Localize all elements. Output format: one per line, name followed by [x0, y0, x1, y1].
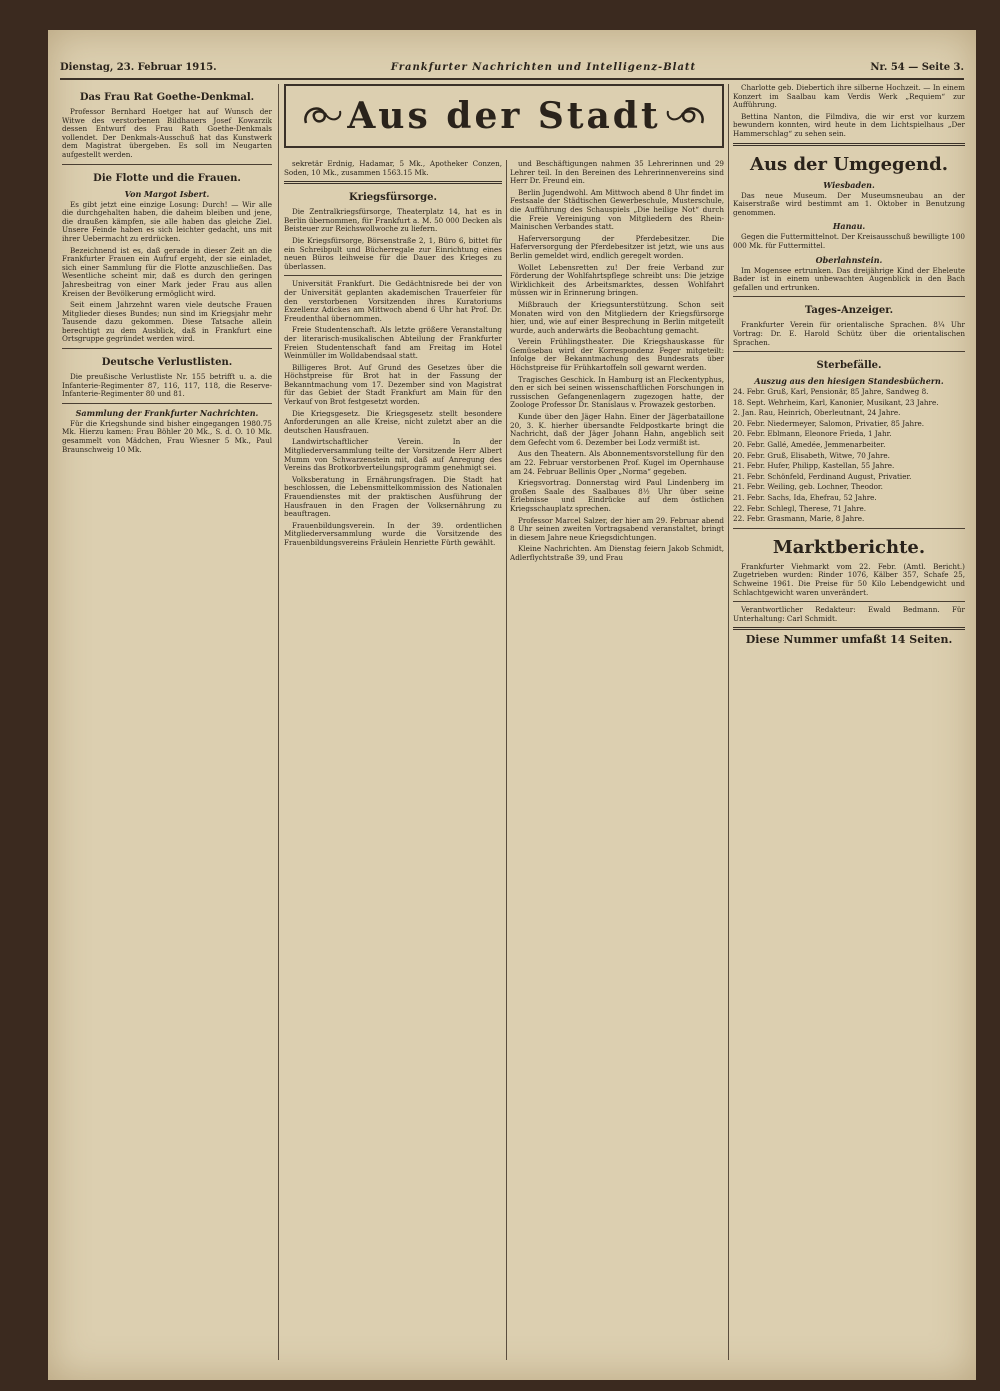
column-2 — [284, 160, 502, 1360]
column-1 — [62, 84, 272, 1360]
article-text: Charlotte geb. Diebertich ihre silberne Hochzeit. — In einem Konzert im Saalbau kam Verdis Werk „Requiem“ zur Aufführung. — [733, 84, 965, 110]
list-item: 20. Febr. Niedermeyer, Salomon, Privatier, 85 Jahre. — [733, 418, 925, 428]
article-text: Berlin Jugendwohl. Am Mittwoch abend 8 Uhr findet im Festsaale der Städtischen Gewerbeschule, Musterschule, die Aufführung des Schauspiels „Die heilige Not“ durch die Freie Vereinigung von Mitgliedern des Rhein-Mainischen Verbandes statt. — [510, 187, 724, 232]
imprint-text: Verantwortlicher Redakteur: Ewald Bedmann. Für Unterhaltung: Carl Schmidt. — [733, 605, 965, 623]
article-text: Mißbrauch der Kriegsunterstützung. Schon seit Monaten wird von den Mitgliedern der Kriegsfürsorge hier, und, wie auf einer Besprechung in Berlin mitgeteilt wurde, auch anderwärts die Beobachtung gemacht. — [510, 299, 724, 335]
article-text: Frankfurter Verein für orientalische Sprachen. 8¼ Uhr Vortrag: Dr. E. Harold Schütz über die orientalischen Sprachen. — [733, 320, 965, 347]
place-heading: Wiesbaden. — [823, 179, 875, 190]
divider — [733, 351, 965, 352]
article-text: Volksberatung in Ernährungsfragen. Die Stadt hat beschlossen, die Lebensmittelkommission des Nationalen Frauendienstes mit der praktischen Ausführung der Hausfrauen in den Fragen der Volksernährung zu beauftragen. — [284, 474, 502, 519]
column-3 — [510, 160, 724, 1360]
list-item: 20. Febr. Eblmann, Eleonore Frieda, 1 Jahr. — [733, 429, 892, 439]
place-heading: Oberlahnstein. — [815, 254, 883, 265]
section-heading: Sterbefälle. — [816, 360, 882, 372]
divider — [62, 164, 272, 165]
article-heading: Deutsche Verlustlisten. — [101, 357, 233, 369]
list-item: 21. Febr. Schönfeld, Ferdinand August, Privatier. — [733, 471, 912, 481]
list-item: 24. Febr. Gruß, Karl, Pensionär, 85 Jahre, Sandweg 8. — [733, 387, 929, 397]
article-text: Tragisches Geschick. In Hamburg ist an Fleckentyphus, den er sich bei seinen wissenschaftlichen Forschungen in russischen Gefangenenlagern zugezogen hatte, der Zoologe Professor Dr. Stanislaus v. Prowazek gestorben. — [510, 374, 724, 410]
article-text: Bettina Nanton, die Filmdiva, die wir erst vor kurzem bewundern konnten, wird heute in dem Lichtspielhaus „Der Hammerschlag“ zu sehen sein. — [733, 111, 965, 138]
masthead-title: Frankfurter Nachrichten und Intelligenz-Blatt — [390, 61, 697, 73]
section-heading: Tages-Anzeiger. — [804, 305, 894, 317]
article-text: Bezeichnend ist es, daß gerade in dieser Zeit an die Frankfurter Frauen ein Aufruf ergeht, der sie einladet, sich einer Sammlung für die Flotte anzuschließen. Das Wesentliche scheint mir, daß es durch den geringen Jahresbeitrag von einer Mark jeder Frau aus allen Kreisen der Bevölkerung ermöglicht wird. — [62, 245, 272, 298]
article-text: Verein Frühlingstheater. Die Kriegshauskasse für Gemüsebau wird der Korrespondenz Feger mitgeteilt: Infolge der Bekanntmachung des Bundesrats über Höchstpreise für Frühkartoffeln soll gewarnt werden. — [510, 337, 724, 373]
divider — [62, 403, 272, 404]
divider — [284, 181, 502, 184]
article-text: Im Mogensee ertrunken. Das dreijährige Kind der Eheleute Bader ist in einem unbewachten Augenblick in den Bach gefallen und ertrunken. — [733, 265, 965, 292]
divider — [733, 143, 965, 146]
list-item: 2. Jan. Rau, Heinrich, Oberleutnant, 24 Jahre. — [733, 408, 901, 418]
list-item: 20. Febr. Gruß, Elisabeth, Witwe, 70 Jahre. — [733, 450, 890, 460]
article-heading: Kriegsfürsorge. — [349, 192, 437, 204]
article-text: Universität Frankfurt. Die Gedächtnisrede bei der von der Universität geplanten akademischen Trauerfeier für den verstorbenen Vorsitzenden ihres Kuratoriums Exzellenz Adickes am Mittwoch abend 6 Uhr hat Prof. Dr. Freudenthal übernommen. — [284, 279, 502, 323]
article-text: Gegen die Futtermittelnot. Der Kreisausschuß bewilligte 100 000 Mk. für Futtermittel. — [733, 232, 965, 250]
page-count-note: Diese Nummer umfaßt 14 Seiten. — [745, 633, 953, 647]
newspaper-page — [48, 30, 976, 1380]
divider — [284, 275, 502, 276]
article-text: Es gibt jetzt eine einzige Losung: Durch! — Wir alle die durchgehalten haben, die daheim bleiben und jene, die draußen kämpfen, sie alle haben das gleiche Ziel. Unsere Feinde haben es sich leichter gedacht, uns mit ihrer Uebermacht zu erdrücken. — [62, 199, 272, 243]
column-divider — [728, 84, 729, 1360]
article-text: Wollet Lebensretten zu! Der freie Verband zur Förderung der Wohlfahrtspflege schreibt uns: Die jetzige Wirklichkeit des Arbeitsmarktes, dessen Wohlfahrt müssen wir in Erinnerung bringen. — [510, 262, 724, 298]
article-text: Die preußische Verlustliste Nr. 155 betrifft u. a. die Infanterie-Regimenter 87, 116, 117, 118, die Reserve-Infanterie-Regimenter 80 und 81. — [62, 372, 272, 399]
article-text: Seit einem Jahrzehnt waren viele deutsche Frauen Mitglieder dieses Bundes; nun sind im Kriegsjahr mehr Tausende dazu gekommen. Diese Tatsache allein berechtigt zu dem Ausblick, daß in Frankfurt eine Ortsgruppe gegründet werden wird. — [62, 300, 272, 344]
divider — [733, 528, 965, 529]
article-text: Die Kriegsgesetz. Die Kriegsgesetz stellt besondere Anforderungen an alle Kreise, nicht zuletzt aber an die deutschen Hausfrauen. — [284, 408, 502, 435]
article-text: Professor Marcel Salzer, der hier am 29. Februar abend 8 Uhr seinen zweiten Vortragsabend veranstaltet, bringt in diesem Jahre neue Kriegsdichtungen. — [510, 515, 724, 542]
list-item: 21. Febr. Weiling, geb. Lochner, Theodor. — [733, 482, 883, 492]
ornament-icon — [300, 101, 344, 131]
section-banner — [284, 84, 724, 148]
column-divider — [278, 84, 279, 1360]
article-text: sekretär Erdnig, Hadamar, 5 Mk., Apotheker Conzen, Soden, 10 Mk., zusammen 1563.15 Mk. — [284, 160, 502, 177]
section-subheading: Auszug aus den hiesigen Standesbüchern. — [754, 376, 944, 387]
section-heading: Marktberichte. — [772, 536, 926, 558]
article-heading: Das Frau Rat Goethe-Denkmal. — [79, 92, 255, 103]
article-byline: Von Margot Isbert. — [124, 188, 210, 199]
article-text: Aus den Theatern. Als Abonnementsvorstellung für den am 22. Februar verstorbenen Prof. Kugel im Opernhause am 24. Februar Bellinis Oper „Norma“ gegeben. — [510, 449, 724, 476]
list-item: 21. Febr. Sachs, Ida, Ehefrau, 52 Jahre. — [733, 493, 877, 503]
section-title: Aus der Stadt — [347, 95, 661, 137]
article-text: Das neue Museum. Der Museumsneubau an der Kaiserstraße wird bestimmt am 1. Oktober in Benutzung genommen. — [733, 190, 965, 217]
article-text: Haferversorgung der Pferdebesitzer. Die Haferversorgung der Pferdebesitzer ist jetzt, wie uns aus Berlin gemeldet wird, endlich geregelt worden. — [510, 233, 724, 260]
divider — [733, 601, 965, 602]
article-text: Kriegsvortrag. Donnerstag wird Paul Lindenberg im großen Saale des Saalbaues 8½ Uhr über seine Erlebnisse und Eindrücke auf dem östlichen Kriegsschauplatz sprechen. — [510, 478, 724, 513]
column-4 — [733, 84, 965, 1360]
divider — [62, 348, 272, 349]
article-text: Frauenbildungsverein. In der 39. ordentlichen Mitgliederversammlung wurde die Vorsitzende des Frauenbildungsvereins Fräulein Henriette Fürth gewählt. — [284, 520, 502, 547]
masthead-page: Nr. 54 — Seite 3. — [870, 61, 964, 73]
article-text: Die Zentralkriegsfürsorge, Theaterplatz 14, hat es in Berlin übernommen, für Frankfurt a. M. 50 000 Decken als Beisteuer zur Reichswollwoche zu liefern. — [284, 207, 502, 234]
article-text: Professor Bernhard Hoetger hat auf Wunsch der Witwe des verstorbenen Bildhauers Josef Kowarzik dessen Entwurf des Frau Rath Goethe-Denkmals vollendet. Der Denkmals-Ausschuß hat das Kunstwerk dem Magistrat übergeben. Es soll im Neugarten aufgestellt werden. — [62, 107, 272, 159]
article-text: Billigeres Brot. Auf Grund des Gesetzes über die Höchstpreise für Brot hat in der Fassung der Bekanntmachung vom 17. Dezember sind von Magistrat für das Gebiet der Stadt Frankfurt am Main für den Verkauf von Brot festgesetzt worden. — [284, 362, 502, 407]
divider — [733, 296, 965, 297]
article-text: Die Kriegsfürsorge, Börsenstraße 2, 1, Büro 6, bittet für ein Schreibpult und Bücherregale zur Einrichtung eines neuen Büros leihweise für die Dauer des Krieges zu überlassen. — [284, 235, 502, 271]
article-text: Frankfurter Viehmarkt vom 22. Febr. (Amtl. Bericht.) Zugetrieben wurden: Rinder 1076, Kälber 357, Schafe 25, Schweine 1961. Die Preise für 50 Kilo Lebendgewicht und Schlachtgewicht waren unverändert. — [733, 561, 965, 597]
article-text: Kleine Nachrichten. Am Dienstag feiern Jakob Schmidt, Adlerflychtstraße 39, und Frau — [510, 544, 724, 562]
list-item: 21. Febr. Hufer, Philipp, Kastellan, 55 Jahre. — [733, 461, 895, 471]
article-text: und Beschäftigungen nahmen 35 Lehrerinnen und 29 Lehrer teil. In den Bereinen des Lehrerinnenvereins sind Herr Dr. Freund ein. — [510, 160, 724, 186]
death-list — [733, 388, 965, 524]
masthead-date: Dienstag, 23. Februar 1915. — [60, 61, 217, 73]
list-item: 22. Febr. Schlegl, Therese, 71 Jahre. — [733, 503, 867, 513]
list-item: 18. Sept. Wehrheim, Karl, Kanonier, Musikant, 23 Jahre. — [733, 397, 939, 407]
divider — [733, 627, 965, 630]
section-heading: Aus der Umgegend. — [750, 153, 948, 175]
article-text: Freie Studentenschaft. Als letzte größere Veranstaltung der literarisch-musikalischen Abteilung der Frankfurter Freien Studentenschaft fand am Freitag im Hotel Weinmüller im Wolldabendsaal statt. — [284, 325, 502, 361]
masthead — [60, 56, 964, 80]
article-heading: Die Flotte und die Frauen. — [93, 172, 241, 184]
article-heading: Sammlung der Frankfurter Nachrichten. — [75, 407, 259, 418]
list-item: 20. Febr. Gallé, Amedée, Jemmenarbeiter. — [733, 440, 886, 450]
ornament-icon — [664, 101, 708, 131]
article-text: Kunde über den Jäger Hahn. Einer der Jägerbataillone 20, 3. K. hierher übersandte Feldpostkarte bringt die Nachricht, daß der Jäger Johann Hahn, angeblich seit dem Gefecht vom 6. Dezember bei Lodz vermißt ist. — [510, 412, 724, 447]
column-divider — [506, 160, 507, 1360]
article-text: Landwirtschaftlicher Verein. In der Mitgliederversammlung teilte der Vorsitzende Herr Albert Mumm von Schwarzenstein mit, daß auf Anregung des Vereins das Brotkorbverteilungsprogramm genehmigt sei. — [284, 437, 502, 473]
article-text: Für die Kriegshunde sind bisher eingegangen 1980.75 Mk. Hierzu kamen: Frau Böhler 20 Mk., S. d. O. 10 Mk. gesammelt von Mädchen, Frau Wiesner 5 Mk., Paul Braunschweig 10 Mk. — [62, 418, 272, 454]
place-heading: Hanau. — [832, 221, 866, 232]
list-item: 22. Febr. Grasmann, Marie, 8 Jahre. — [733, 514, 865, 524]
